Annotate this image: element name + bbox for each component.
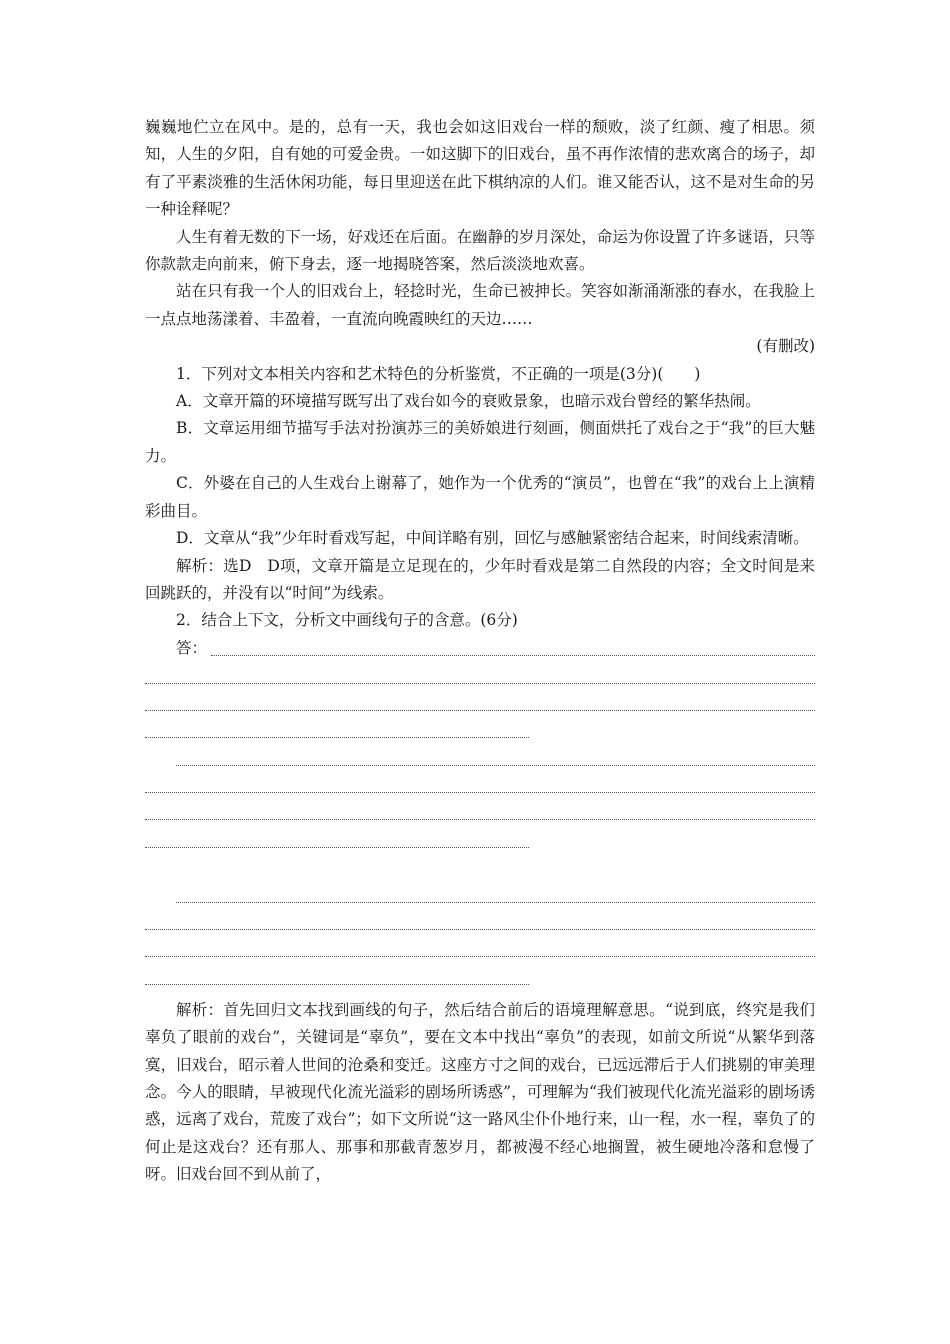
- question-1-option-d: D．文章从“我”少年时看戏写起，中间详略有别，回忆与感触紧密结合起来，时间线索清晰。: [176, 529, 809, 548]
- question-2-stem: 2．结合上下文，分析文中画线句子的含意。(6分): [176, 611, 518, 630]
- passage-paragraph-2: 人生有着无数的下一场，好戏还在后面。在幽静的岁月深处，命运为你设置了许多谜语，只等你款款走向前来，俯下身去，逐一地揭晓答案，然后淡淡地欢喜。: [145, 227, 815, 274]
- question-1-option-a: A．文章开篇的环境描写既写出了戏台如今的衰败景象，也暗示戏台曾经的繁华热闹。: [176, 392, 761, 411]
- answer-area-line-6[interactable]: [145, 772, 815, 799]
- answer-area-line-7[interactable]: [145, 799, 815, 826]
- answer-area-line-1[interactable]: [145, 635, 815, 662]
- answer-area-line-12[interactable]: [145, 963, 815, 990]
- question-2-analysis: 解析：首先回归文本找到画线的句子，然后结合前后的语境理解意思。“说到底，终究是我们辜负了眼前的戏台”，关键词是“辜负”，要在文本中找出“辜负”的表现，如前文所说“从繁华到落寞，旧戏台，昭示着人世间的沧桑和变迁。这座方寸之间的戏台，已远远滞后于人们挑剔的审美理念。今人的眼睛，早被现代化流光溢彩的剧场所诱惑”，可理解为“我们被现代化流光溢彩的剧场诱惑，远离了戏台，荒废了戏台”；如下文所说“这一路风尘仆仆地行来，山一程，水一程，辜负了的何止是这戏台？还有那人、那事和那截青葱岁月，都被漫不经心地搁置，被生硬地冷落和怠慢了呀。旧戏台回不到从前了，: [145, 1000, 815, 1184]
- passage-paragraph-1: 巍巍地伫立在风中。是的，总有一天，我也会如这旧戏台一样的颓败，淡了红颜、瘦了相思。须知，人生的夕阳，自有她的可爱金贵。一如这脚下的旧戏台，虽不再作浓情的悲欢离合的场子，却有了平素淡雅的生活休闲功能，每日里迎送在此下棋纳凉的人们。谁又能否认，这不是对生命的另一种诠释呢？: [145, 118, 815, 219]
- question-1-option-b: B．文章运用细节描写手法对扮演苏三的美娇娘进行刻画，侧面烘托了戏台之于“我”的巨大魅力。: [145, 419, 815, 465]
- answer-area-line-4[interactable]: [145, 717, 815, 744]
- question-1-analysis: 解析：选D D项，文章开篇是立足现在的，少年时看戏是第二自然段的内容；全文时间是来回跳跃的，并没有以“时间”为线索。: [145, 556, 815, 602]
- answer-gap: [145, 854, 815, 881]
- source-note: (有删改): [756, 337, 815, 356]
- answer-area-line-11[interactable]: [145, 936, 815, 963]
- answer-area-line-10[interactable]: [145, 909, 815, 936]
- answer-area-line-3[interactable]: [145, 690, 815, 717]
- question-1-option-c: C．外婆在自己的人生戏台上谢幕了，她作为一个优秀的“演员”，也曾在“我”的戏台上上演精彩曲目。: [145, 474, 815, 520]
- passage-paragraph-3: 站在只有我一个人的旧戏台上，轻捻时光，生命已被抻长。笑容如渐涌渐涨的春水，在我脸上一点点地荡漾着、丰盈着，一直流向晚霞映红的天边……: [145, 282, 815, 328]
- answer-area-line-5[interactable]: [145, 744, 815, 771]
- answer-label: 答：: [176, 638, 208, 657]
- answer-rule: [211, 655, 815, 656]
- question-1-stem: 1．下列对文本相关内容和艺术特色的分析鉴赏，不正确的一项是(3分)( ): [176, 364, 701, 383]
- answer-area-line-9[interactable]: [145, 881, 815, 908]
- answer-area-line-8[interactable]: [145, 826, 815, 853]
- document-content: [145, 114, 815, 1189]
- answer-area-line-2[interactable]: [145, 662, 815, 689]
